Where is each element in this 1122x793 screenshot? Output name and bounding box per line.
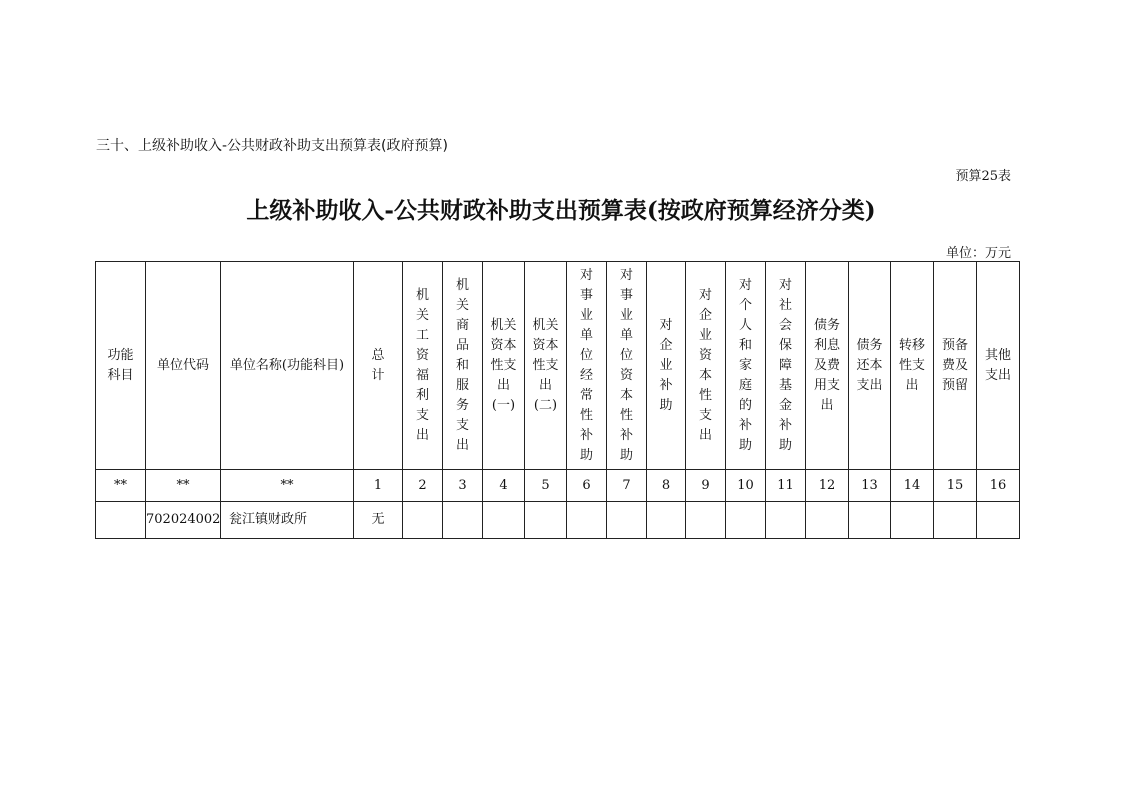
budget-table — [95, 261, 1020, 539]
table-cell — [726, 502, 766, 539]
header-cell: 对事业单位经常性补助 — [567, 262, 607, 470]
table-cell — [977, 502, 1020, 539]
table-cell — [766, 502, 806, 539]
index-cell: 14 — [891, 470, 934, 502]
header-cell: 其他支出 — [977, 262, 1020, 470]
page-title: 上级补助收入-公共财政补助支出预算表(按政府预算经济分类) — [246, 197, 876, 224]
index-cell: 6 — [567, 470, 607, 502]
header-cell: 总计 — [354, 262, 403, 470]
total-cell: 无 — [354, 502, 403, 539]
index-cell: 4 — [483, 470, 525, 502]
table-cell — [607, 502, 647, 539]
header-cell: 对企业资本性支出 — [686, 262, 726, 470]
index-cell: 7 — [607, 470, 647, 502]
index-cell: 10 — [726, 470, 766, 502]
form-number: 预算25表 — [955, 169, 1011, 184]
table-cell — [647, 502, 686, 539]
table-cell — [891, 502, 934, 539]
table-cell — [403, 502, 443, 539]
table-cell — [483, 502, 525, 539]
index-cell: ** — [96, 470, 146, 502]
function-code-cell — [96, 502, 146, 539]
table-header-row — [96, 262, 1020, 470]
unit-label: 单位：万元 — [945, 246, 1011, 261]
index-cell: 9 — [686, 470, 726, 502]
table-cell — [806, 502, 849, 539]
table-cell — [567, 502, 607, 539]
unit-code-cell: 702024002 — [146, 502, 221, 539]
section-title: 三十、上级补助收入-公共财政补助支出预算表(政府预算) — [96, 138, 448, 154]
table-cell — [686, 502, 726, 539]
header-cell: 对个人和家庭的补助 — [726, 262, 766, 470]
table-cell — [849, 502, 891, 539]
header-cell: 债务还本支出 — [849, 262, 891, 470]
header-cell: 单位代码 — [146, 262, 221, 470]
header-cell: 机关资本性支出(二) — [525, 262, 567, 470]
header-cell: 机关资本性支出(一) — [483, 262, 525, 470]
index-cell: 1 — [354, 470, 403, 502]
header-cell: 预备费及预留 — [934, 262, 977, 470]
header-cell: 功能科目 — [96, 262, 146, 470]
index-cell: 16 — [977, 470, 1020, 502]
table-cell — [443, 502, 483, 539]
table-row — [96, 502, 1020, 539]
index-cell: 2 — [403, 470, 443, 502]
index-cell: 15 — [934, 470, 977, 502]
header-cell: 单位名称(功能科目) — [221, 262, 354, 470]
header-cell: 对企业补助 — [647, 262, 686, 470]
header-cell: 债务利息及费用支出 — [806, 262, 849, 470]
header-cell: 机关工资福利支出 — [403, 262, 443, 470]
table-cell — [525, 502, 567, 539]
table-cell — [934, 502, 977, 539]
header-cell: 对社会保障基金补助 — [766, 262, 806, 470]
column-index-row — [96, 470, 1020, 502]
index-cell: ** — [221, 470, 354, 502]
index-cell: 3 — [443, 470, 483, 502]
index-cell: ** — [146, 470, 221, 502]
index-cell: 8 — [647, 470, 686, 502]
header-cell: 机关商品和服务支出 — [443, 262, 483, 470]
index-cell: 12 — [806, 470, 849, 502]
index-cell: 5 — [525, 470, 567, 502]
header-cell: 转移性支出 — [891, 262, 934, 470]
unit-name-cell: 瓮江镇财政所 — [221, 502, 354, 539]
index-cell: 13 — [849, 470, 891, 502]
index-cell: 11 — [766, 470, 806, 502]
header-cell: 对事业单位资本性补助 — [607, 262, 647, 470]
